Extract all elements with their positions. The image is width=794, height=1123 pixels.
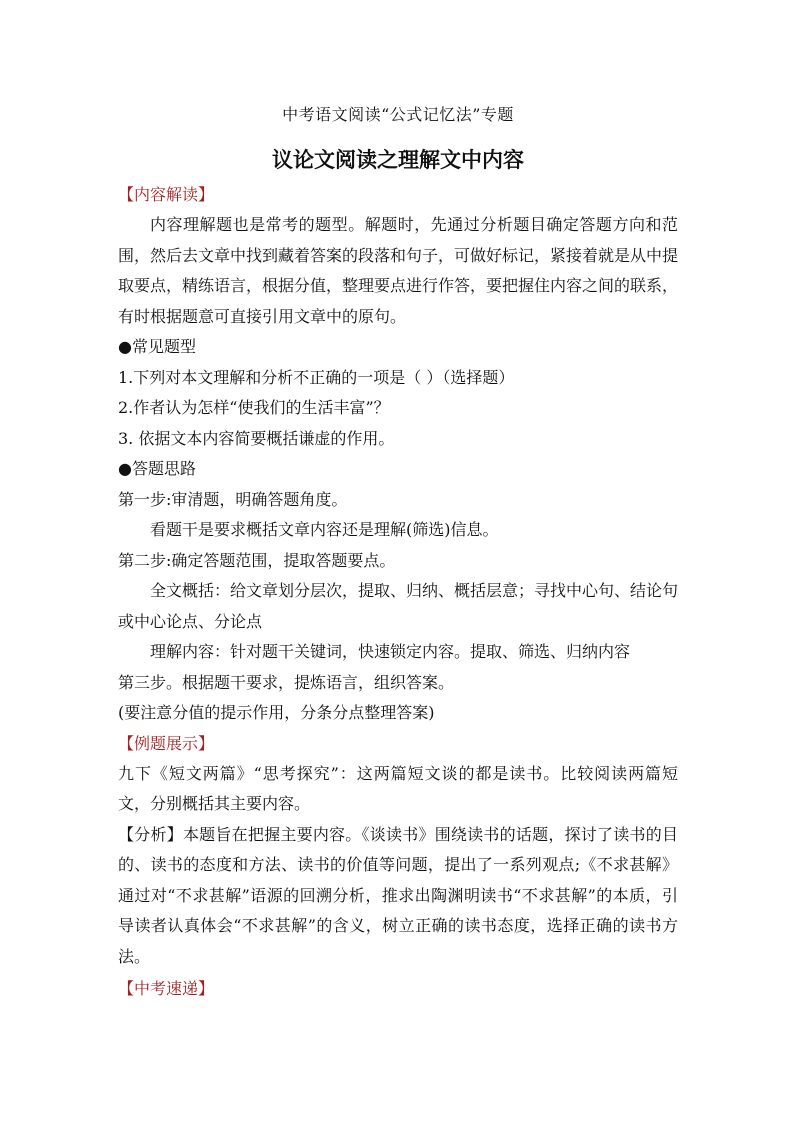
step-2-detail-summary: 全文概括：给文章划分层次，提取、归纳、概括层意；寻找中心句、结论句或中心论点、分论点 — [118, 581, 679, 631]
common-type-item-3: 3. 依据文本内容简要概括谦虚的作用。 — [118, 428, 395, 448]
document-page — [118, 100, 678, 1004]
common-type-item-2: 2.作者认为怎样“使我们的生活丰富”？ — [118, 398, 390, 417]
example-question: 九下《短文两篇》“思考探究”：这两篇短文谈的都是读书。比较阅读两篇短文，分别概括其主要内容。 — [118, 763, 678, 813]
step-3: 第三步。根据题干要求，提炼语言，组织答案。 — [118, 672, 455, 692]
document-title: 议论文阅读之理解文中内容 — [272, 148, 524, 172]
step-2: 第二步:确定答题范围，提取答题要点。 — [118, 550, 396, 570]
document-subtitle: 中考语文阅读“公式记忆法”专题 — [282, 105, 514, 124]
approach-heading: ●答题思路 — [118, 459, 196, 478]
section-heading-example: 【例题展示】 — [118, 733, 215, 753]
common-type-item-1: 1.下列对本文理解和分析不正确的一项是（ ）（选择题） — [118, 367, 515, 387]
step-1-detail: 看题干是要求概括文章内容还是理解(筛选)信息。 — [150, 520, 499, 539]
section-heading-exam-express: 【中考速递】 — [118, 979, 215, 998]
scoring-note: (要注意分值的提示作用，分条分点整理答案) — [118, 703, 435, 722]
section-heading-content-reading: 【内容解读】 — [118, 185, 215, 204]
common-types-heading: ●常见题型 — [118, 337, 196, 356]
step-1: 第一步:审清题，明确答题角度。 — [118, 489, 348, 509]
content-reading-paragraph: 内容理解题也是常考的题型。解题时，先通过分析题目确定答题方向和范围，然后去文章中找到藏着答案的段落和句子，可做好标记，紧接着就是从中提取要点，精练语言，根据分值，整理要点进行作答，要把握住内容之间的联系，有时根据题意可直接引用文章中的原句。 — [118, 215, 679, 326]
example-analysis: 【分析】本题旨在把握主要内容。《谈读书》围绕读书的话题，探讨了读书的目的、读书的态度和方法、读书的价值等问题，提出了一系列观点;《不求甚解》通过对“不求甚解”语源的回溯分析，推求出陶渊明读书“不求甚解”的本质，引导读者认真体会“不求甚解”的含义，树立正确的读书态度，选择正确的读书方法。 — [118, 824, 678, 966]
step-2-detail-understanding: 理解内容：针对题干关键词，快速锁定内容。提取、筛选、归纳内容 — [150, 642, 631, 661]
